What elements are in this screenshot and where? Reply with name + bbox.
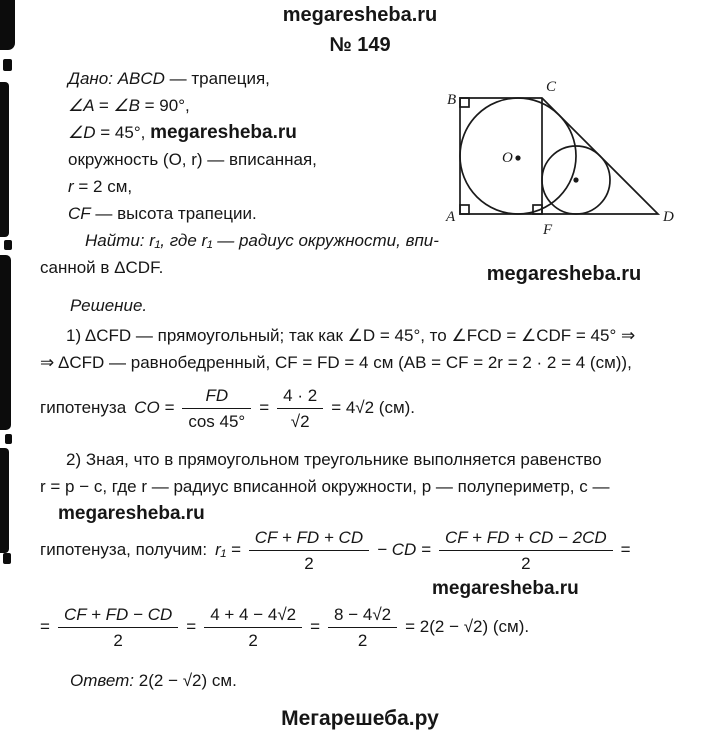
equals-sign: = (310, 617, 321, 636)
fraction-denominator: 2 (113, 630, 123, 650)
fraction-denominator: 2 (304, 553, 314, 573)
site-watermark-mid: megaresheba.ru (58, 503, 205, 524)
fraction-numerator: 4 · 2 (277, 385, 323, 409)
var-text: ABCD (117, 69, 165, 88)
site-watermark-right: megaresheba.ru (432, 578, 579, 599)
answer-line (70, 667, 720, 694)
center-O-dot (515, 155, 520, 160)
solution-step1-line2: ⇒ ΔCFD — равнобедренный, CF = FD = 4 см (AB = CF = 2r = 2 · 2 = 4 (см)), (40, 353, 632, 372)
given-text: = 90°, (139, 96, 190, 115)
fraction (277, 385, 323, 432)
fraction-denominator: 2 (357, 630, 368, 650)
fraction-numerator: CF + FD + CD − 2CD (439, 527, 613, 551)
fraction (182, 385, 251, 432)
given-text: — трапеция, (164, 69, 270, 88)
center-small-circle-dot (573, 177, 578, 182)
formula-mid: − CD = (377, 540, 431, 559)
geometry-figure (444, 74, 684, 242)
vertex-label-B: B (447, 92, 457, 108)
fraction (58, 604, 178, 651)
site-watermark-figure: megaresheba.ru (486, 263, 642, 285)
formula-lhs: CO = (134, 398, 175, 417)
equals-sign: = (40, 617, 50, 636)
site-footer: Мегарешеба.ру (281, 707, 439, 730)
fraction (328, 604, 397, 651)
formula-radius-r1 (40, 526, 720, 574)
formula-lhs: r₁ = (215, 540, 241, 559)
find-line: санной в ΔCDF. (40, 258, 164, 277)
given-text: = 2 см, (73, 177, 133, 196)
vertex-label-C: C (546, 79, 557, 95)
scan-artifact (3, 553, 11, 564)
right-angle-mark-A (460, 205, 469, 214)
scan-artifact (0, 82, 9, 237)
fraction-denominator: 2 (248, 630, 258, 650)
formula-final (40, 603, 720, 651)
right-angle-mark-B (460, 98, 469, 107)
scan-artifact (4, 240, 12, 250)
solution-step2-line2: r = p − c, где r — радиус вписанной окружности, p — полупериметр, c — (40, 477, 610, 496)
formula-lead: гипотенуза, получим: (40, 540, 208, 559)
answer-text: 2(2 − √2) см. (134, 671, 237, 690)
formula-result: = 4√2 (см). (331, 398, 416, 417)
vertex-label-D: D (663, 209, 674, 225)
fraction-denominator: 2 (521, 553, 531, 573)
site-watermark-top: megaresheba.ru (282, 4, 438, 26)
formula-result: = 2(2 − √2) (см). (405, 617, 530, 636)
var-text: CF (68, 204, 91, 223)
fraction (439, 527, 613, 574)
var-text: ∠D (68, 123, 96, 142)
given-line: окружность (O, r) — вписанная, (68, 150, 317, 169)
fraction-numerator: CF + FD + CD (249, 527, 369, 551)
find-text: r₁, где r₁ — радиус окружности, впи- (144, 231, 439, 250)
equals-sign: = (186, 617, 197, 636)
vertex-label-A: A (446, 209, 456, 225)
center-label-O: O (502, 150, 513, 166)
problem-number: № 149 (329, 34, 391, 56)
equals-sign: = (259, 398, 270, 417)
scan-artifact (0, 255, 11, 430)
fraction-numerator: FD (182, 385, 251, 409)
answer-label: Ответ: (70, 671, 135, 690)
solution-step2-line1: 2) Зная, что в прямоугольном треугольнике выполняется равенство (66, 450, 602, 469)
scan-artifact (5, 434, 12, 444)
scan-artifact (0, 0, 15, 50)
given-text: = 45°, (95, 123, 151, 142)
solution-step1-line1: 1) ΔCFD — прямоугольный; так как ∠D = 45°, то ∠FCD = ∠CDF = 45° ⇒ (66, 326, 636, 345)
figure-block (444, 74, 684, 286)
scan-artifact (0, 448, 9, 553)
fraction-denominator: cos 45° (188, 411, 246, 431)
scan-artifact (3, 59, 12, 71)
fraction-numerator: 4 + 4 − 4√2 (204, 604, 302, 628)
var-text: r (68, 177, 74, 196)
dano-label: Дано: (68, 69, 113, 88)
fraction (204, 604, 302, 651)
given-text: — высота трапеции. (90, 204, 257, 223)
find-label: Найти: (85, 231, 145, 250)
equals-sign: = (620, 540, 631, 559)
fraction-denominator: √2 (290, 411, 310, 431)
site-watermark-inline: megaresheba.ru (150, 122, 297, 143)
fraction-numerator: CF + FD − CD (58, 604, 178, 628)
formula-lead: гипотенуза (40, 398, 127, 417)
solution-title: Решение. (70, 296, 148, 315)
var-text: ∠A = ∠B (68, 96, 140, 115)
fraction (249, 527, 369, 574)
fraction-numerator: 8 − 4√2 (328, 604, 397, 628)
vertex-label-F: F (543, 222, 553, 238)
formula-hypotenuse-CD (40, 384, 720, 432)
